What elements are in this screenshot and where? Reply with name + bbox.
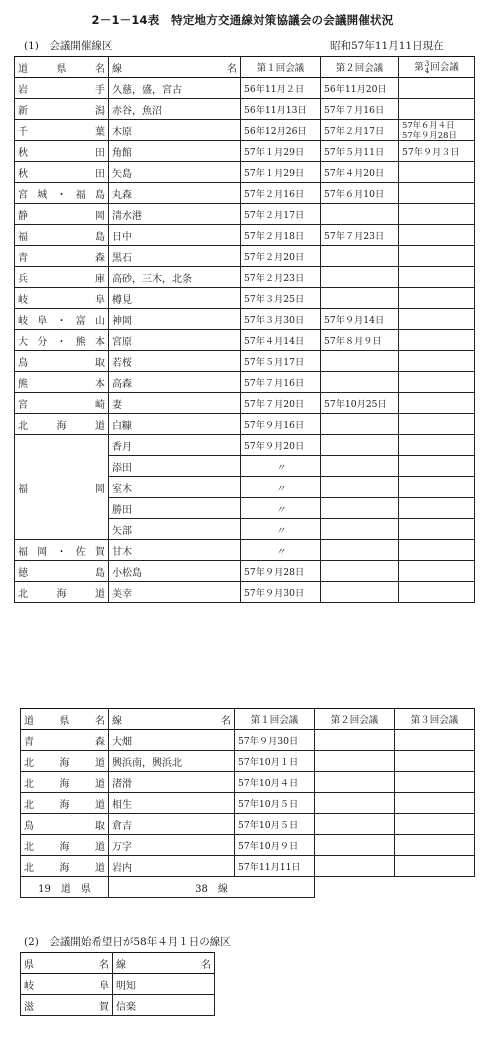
meeting1-cell: 57年９月16日 <box>241 414 321 435</box>
meeting1-cell: 57年９月28日 <box>241 561 321 582</box>
meeting2-cell <box>321 561 399 582</box>
meeting3-cell: 57年９月３日 <box>399 141 475 162</box>
line-cell: 相生 <box>109 793 235 814</box>
meeting2-cell <box>321 540 399 561</box>
pref-cell: 岐阜 <box>21 974 113 995</box>
meeting1-cell: 57年７月16日 <box>241 372 321 393</box>
pref-cell: 岐阜・富山 <box>15 309 109 330</box>
header-line: 線名 <box>109 709 235 730</box>
meeting3-cell <box>399 477 475 498</box>
meeting3-cell <box>399 456 475 477</box>
meeting1-cell: 57年10月５日 <box>235 793 315 814</box>
meeting2-cell: 57年８月９日 <box>321 330 399 351</box>
line-cell: 興浜南，興浜北 <box>109 751 235 772</box>
meeting3-cell <box>399 99 475 120</box>
meeting1-cell: 57年10月１日 <box>235 751 315 772</box>
meeting3-cell <box>395 814 475 835</box>
line-cell: 矢部 <box>109 519 241 540</box>
meeting3-cell <box>399 225 475 246</box>
pref-cell: 北海道 <box>21 835 109 856</box>
table-row <box>21 772 475 793</box>
table-header-row <box>21 709 475 730</box>
meeting3-cell <box>399 498 475 519</box>
meeting1-cell: 〃 <box>241 477 321 498</box>
pref-cell: 滋賀 <box>21 995 113 1016</box>
table-row <box>15 246 475 267</box>
table-row <box>15 372 475 393</box>
header-pref: 県名 <box>21 953 113 974</box>
line-cell: 樽見 <box>109 288 241 309</box>
pref-cell: 福岡・佐賀 <box>15 540 109 561</box>
meeting2-cell <box>321 435 399 456</box>
section1-label: (1) 会議開催線区 <box>24 40 113 52</box>
table-row <box>15 330 475 351</box>
table-row <box>15 225 475 246</box>
pref-cell: 宮崎 <box>15 393 109 414</box>
pref-cell: 北海道 <box>21 751 109 772</box>
table-row <box>15 582 475 603</box>
pref-cell: 鳥取 <box>21 814 109 835</box>
table-row <box>21 974 215 995</box>
line-cell: 高砂，三木，北条 <box>109 267 241 288</box>
meeting3-cell <box>399 414 475 435</box>
meeting3-cell <box>395 772 475 793</box>
table-row <box>15 204 475 225</box>
table-row <box>15 540 475 561</box>
pref-cell: 北海道 <box>15 414 109 435</box>
meeting2-cell <box>321 204 399 225</box>
meeting3-cell <box>399 330 475 351</box>
meeting3-cell <box>395 730 475 751</box>
meeting2-cell <box>321 372 399 393</box>
pref-cell: 宮城・福島 <box>15 183 109 204</box>
pref-cell-fukuoka: 福岡 <box>15 435 109 540</box>
meeting3-cell <box>399 288 475 309</box>
meeting2-cell <box>321 267 399 288</box>
meeting2-cell <box>321 498 399 519</box>
meeting2-cell <box>321 519 399 540</box>
meeting1-cell: 57年10月５日 <box>235 814 315 835</box>
line-cell: 黒石 <box>109 246 241 267</box>
meeting1-cell: 57年２月18日 <box>241 225 321 246</box>
meeting3-cell <box>399 204 475 225</box>
pref-cell: 兵庫 <box>15 267 109 288</box>
table-row <box>15 267 475 288</box>
table-row <box>21 995 215 1016</box>
meeting2-cell <box>321 288 399 309</box>
meeting2-cell: 57年９月14日 <box>321 309 399 330</box>
pref-cell: 静岡 <box>15 204 109 225</box>
meeting1-cell: 57年９月30日 <box>241 582 321 603</box>
table-row <box>15 309 475 330</box>
meeting2-cell <box>321 582 399 603</box>
meeting1-cell: 57年５月17日 <box>241 351 321 372</box>
meeting1-cell: 57年９月20日 <box>241 435 321 456</box>
meeting1-cell: 57年３月30日 <box>241 309 321 330</box>
meetings-table-1 <box>14 56 475 603</box>
table-row <box>15 414 475 435</box>
as-of-date: 昭和57年11月11日現在 <box>330 40 444 52</box>
meeting1-cell: 57年２月20日 <box>241 246 321 267</box>
pref-cell: 北海道 <box>21 856 109 877</box>
meeting1-cell: 〃 <box>241 498 321 519</box>
line-cell: 倉吉 <box>109 814 235 835</box>
pref-cell: 北海道 <box>21 793 109 814</box>
table-row <box>15 351 475 372</box>
pref-cell: 大分・熊本 <box>15 330 109 351</box>
table-row <box>15 435 475 456</box>
meeting2-cell: 57年７月16日 <box>321 99 399 120</box>
meeting1-cell: 〃 <box>241 540 321 561</box>
table-row <box>15 393 475 414</box>
line-cell: 勝田 <box>109 498 241 519</box>
pref-cell: 福島 <box>15 225 109 246</box>
total-empty <box>315 877 475 898</box>
meeting3-cell <box>399 393 475 414</box>
line-cell: 甘木 <box>109 540 241 561</box>
meeting2-cell <box>315 814 395 835</box>
line-cell: 角館 <box>109 141 241 162</box>
table-row <box>15 141 475 162</box>
pref-cell: 熊本 <box>15 372 109 393</box>
line-cell: 神岡 <box>109 309 241 330</box>
table-row <box>21 835 475 856</box>
table-row <box>21 814 475 835</box>
line-cell: 丸森 <box>109 183 241 204</box>
meeting2-cell: 57年６月10日 <box>321 183 399 204</box>
pref-cell: 岩手 <box>15 78 109 99</box>
meeting1-cell: 〃 <box>241 456 321 477</box>
section2-label: (2) 会議開始希望日が58年４月１日の線区 <box>24 936 231 948</box>
meeting3-cell <box>399 519 475 540</box>
meeting3-cell <box>399 267 475 288</box>
line-cell: 添田 <box>109 456 241 477</box>
table-row <box>21 751 475 772</box>
header-m3-bottom: 4 <box>424 66 430 75</box>
meeting2-cell <box>321 477 399 498</box>
line-cell: 美幸 <box>109 582 241 603</box>
header-m3-prefix: 第 <box>414 62 424 74</box>
header-meeting-3 <box>399 57 475 78</box>
line-cell: 小松島 <box>109 561 241 582</box>
line-cell: 若桜 <box>109 351 241 372</box>
meeting1-cell: 57年１月29日 <box>241 141 321 162</box>
line-cell: 万字 <box>109 835 235 856</box>
pref-cell: 徳島 <box>15 561 109 582</box>
pref-cell: 鳥取 <box>15 351 109 372</box>
meeting2-cell: 57年２月17日 <box>321 120 399 141</box>
pref-cell: 千葉 <box>15 120 109 141</box>
table-row <box>15 78 475 99</box>
line-cell: 白糠 <box>109 414 241 435</box>
table-row <box>21 793 475 814</box>
header-m3-suffix: 回会議 <box>430 62 459 74</box>
meeting1-cell: 56年11月２日 <box>241 78 321 99</box>
total-line-cell: 38 線 <box>109 877 315 898</box>
line-cell: 久慈，盛，宮古 <box>109 78 241 99</box>
line-cell: 矢島 <box>109 162 241 183</box>
table-row <box>15 183 475 204</box>
meetings-table-2 <box>20 708 475 898</box>
header-meeting-3: 第３回会議 <box>395 709 475 730</box>
line-cell: 明知 <box>113 974 215 995</box>
line-cell: 大畑 <box>109 730 235 751</box>
meeting3-date-a: 57年６月４日 <box>402 120 455 130</box>
table-header-row <box>21 953 215 974</box>
line-cell: 渚滑 <box>109 772 235 793</box>
meeting3-cell <box>399 78 475 99</box>
meeting1-cell: 57年11月11日 <box>235 856 315 877</box>
meeting3-cell <box>399 561 475 582</box>
pref-cell: 秋田 <box>15 141 109 162</box>
line-cell: 妻 <box>109 393 241 414</box>
header-pref: 道県名 <box>21 709 109 730</box>
line-cell: 清水港 <box>109 204 241 225</box>
meeting3-cell <box>399 435 475 456</box>
meeting1-cell: 57年７月20日 <box>241 393 321 414</box>
meeting3-cell <box>399 162 475 183</box>
hope-start-table <box>20 952 215 1016</box>
line-cell: 香月 <box>109 435 241 456</box>
meeting3-cell <box>399 309 475 330</box>
table-row <box>15 162 475 183</box>
pref-cell: 北海道 <box>15 582 109 603</box>
meeting1-cell: 56年12月26日 <box>241 120 321 141</box>
meeting1-cell: 56年11月13日 <box>241 99 321 120</box>
meeting1-cell: 57年10月４日 <box>235 772 315 793</box>
table-row <box>15 561 475 582</box>
meeting1-cell: 57年３月25日 <box>241 288 321 309</box>
table-row <box>15 288 475 309</box>
meeting1-cell: 〃 <box>241 519 321 540</box>
meeting3-cell <box>399 540 475 561</box>
line-cell: 室木 <box>109 477 241 498</box>
header-meeting-1: 第１回会議 <box>241 57 321 78</box>
pref-cell: 新潟 <box>15 99 109 120</box>
meeting2-cell <box>321 351 399 372</box>
header-pref: 道県名 <box>15 57 109 78</box>
meeting2-cell <box>321 414 399 435</box>
total-row <box>21 877 475 898</box>
meeting2-cell <box>315 856 395 877</box>
pref-cell: 青森 <box>15 246 109 267</box>
meeting2-cell: 56年11月20日 <box>321 78 399 99</box>
meeting2-cell: 57年４月20日 <box>321 162 399 183</box>
header-m3-top: 3 <box>424 59 430 68</box>
pref-cell: 秋田 <box>15 162 109 183</box>
table-row <box>15 120 475 141</box>
header-meeting-2: 第２回会議 <box>321 57 399 78</box>
pref-cell: 北海道 <box>21 772 109 793</box>
table-header-row <box>15 57 475 78</box>
header-meeting-2: 第２回会議 <box>315 709 395 730</box>
meeting1-cell: 57年４月14日 <box>241 330 321 351</box>
line-cell: 高森 <box>109 372 241 393</box>
meeting3-cell <box>399 372 475 393</box>
meeting2-cell: 57年10月25日 <box>321 393 399 414</box>
meeting2-cell: 57年５月11日 <box>321 141 399 162</box>
meeting3-date-b: 57年９月28日 <box>402 130 457 140</box>
meeting2-cell <box>315 835 395 856</box>
header-line: 線名 <box>109 57 241 78</box>
meeting2-cell <box>315 751 395 772</box>
total-pref-cell: 19 道 県 <box>21 877 109 898</box>
line-cell: 宮原 <box>109 330 241 351</box>
meeting2-cell: 57年７月23日 <box>321 225 399 246</box>
table-row <box>21 730 475 751</box>
meeting3-cell <box>395 856 475 877</box>
line-cell: 信楽 <box>113 995 215 1016</box>
header-line: 線名 <box>113 953 215 974</box>
meeting2-cell <box>321 456 399 477</box>
meeting2-cell <box>321 246 399 267</box>
table-row <box>15 99 475 120</box>
meeting2-cell <box>315 793 395 814</box>
meeting3-cell <box>399 246 475 267</box>
pref-cell: 岐阜 <box>15 288 109 309</box>
meeting1-cell: 57年２月16日 <box>241 183 321 204</box>
meeting3-cell <box>399 120 475 141</box>
line-cell: 岩内 <box>109 856 235 877</box>
meeting1-cell: 57年２月17日 <box>241 204 321 225</box>
meeting1-cell: 57年９月30日 <box>235 730 315 751</box>
page-title: 2－1－14表 特定地方交通線対策協議会の会議開催状況 <box>91 13 394 27</box>
line-cell: 赤谷，魚沼 <box>109 99 241 120</box>
pref-cell: 青森 <box>21 730 109 751</box>
meeting3-cell <box>395 793 475 814</box>
meeting2-cell <box>315 730 395 751</box>
meeting1-cell: 57年１月29日 <box>241 162 321 183</box>
header-meeting-1: 第１回会議 <box>235 709 315 730</box>
meeting3-cell <box>399 351 475 372</box>
meeting3-cell <box>399 183 475 204</box>
meeting2-cell <box>315 772 395 793</box>
meeting3-cell <box>395 835 475 856</box>
table-row <box>21 856 475 877</box>
meeting1-cell: 57年10月９日 <box>235 835 315 856</box>
line-cell: 日中 <box>109 225 241 246</box>
meeting1-cell: 57年２月23日 <box>241 267 321 288</box>
meeting3-cell <box>395 751 475 772</box>
line-cell: 木原 <box>109 120 241 141</box>
header-m3-fraction <box>425 61 429 75</box>
meeting3-cell <box>399 582 475 603</box>
